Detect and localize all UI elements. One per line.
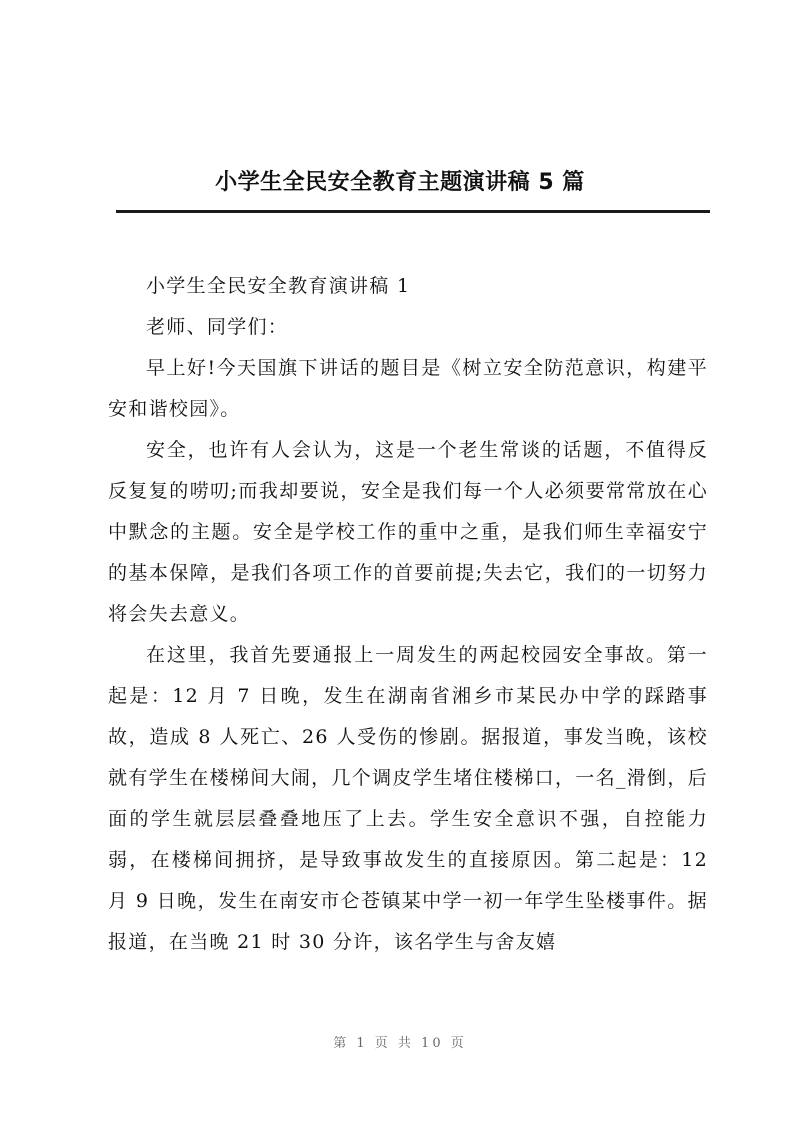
paragraph-greeting: 早上好!今天国旗下讲话的题目是《树立安全防范意识，构建平安和谐校园》。 (108, 357, 708, 420)
salutation: 老师、同学们： (146, 316, 289, 338)
paragraph-accident-report: 在这里，我首先要通报上一周发生的两起校园安全事故。第一起是：12 月 7 日晚，发生在湖南省湘乡市某民办中学的踩踏事故，造成 8 人死亡、26 人受伤的惨剧。据报道，事发当晚，该校就有学生在楼梯间大闹，几个调皮学生堵住楼梯口，一名_滑倒，后面的学生就层层叠叠地压了上去。学生安全意识不强，自控能力弱，在楼梯间拥挤，是导致事故发生的直接原因。第二起是：12 月 9 日晚，发生在南安市仑苍镇某中学一初一年学生坠楼事件。据报道，在当晚 21 时 30 分许，该名学生与舍友嬉 (108, 644, 708, 953)
page-number-footer: 第 1 页 共 10 页 (333, 1036, 467, 1051)
paragraph-safety-importance: 安全，也许有人会认为，这是一个老生常谈的话题，不值得反反复复的唠叨;而我却要说，安全是我们每一个人必须要常常放在心中默念的主题。安全是学校工作的重中之重，是我们师生幸福安宁的基本保障，是我们各项工作的首要前提;失去它，我们的一切努力将会失去意义。 (108, 439, 708, 625)
section-heading: 小学生全民安全教育演讲稿 1 (146, 275, 411, 297)
title-divider (116, 210, 710, 213)
document-body (108, 266, 708, 963)
page-title: 小学生全民安全教育主题演讲稿 5 篇 (215, 170, 585, 195)
